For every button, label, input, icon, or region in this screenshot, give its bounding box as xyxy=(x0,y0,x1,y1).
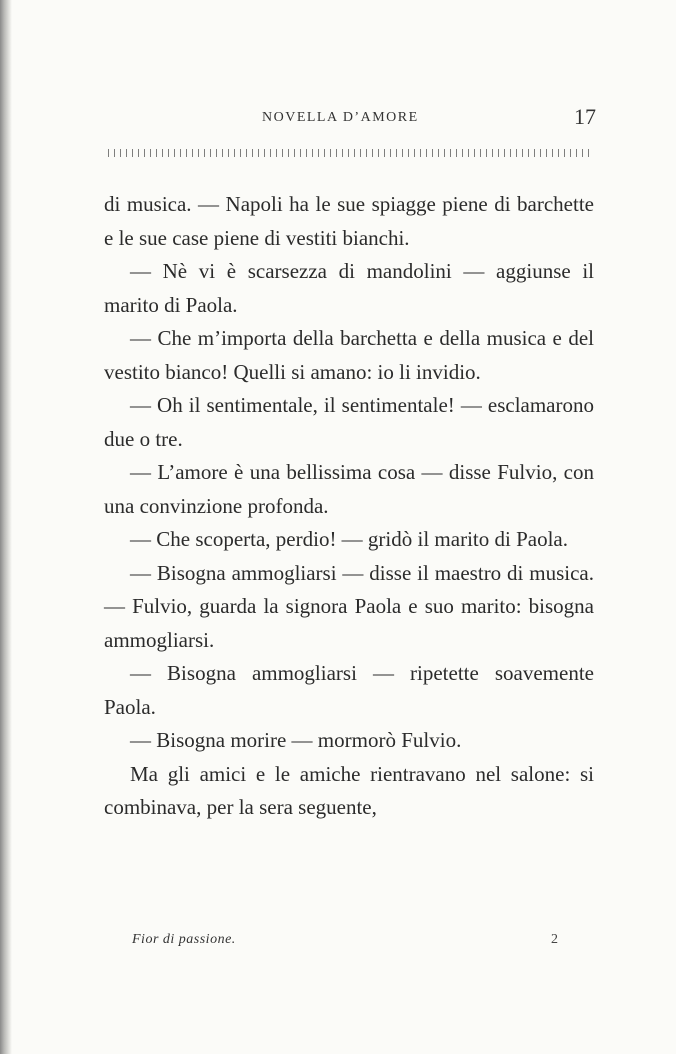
paragraph: — Che scoperta, perdio! — gridò il marito di Paola. xyxy=(130,527,568,551)
paragraph: — Bisogna ammogliarsi — ripetette soavemente Paola. xyxy=(104,661,594,719)
signature-mark: 2 xyxy=(551,932,558,947)
paragraph: — Che m’importa della barchetta e della musica e del vestito bianco! Quelli si amano: io li invidio. xyxy=(104,326,594,384)
signature-title: Fior di passione. xyxy=(132,932,236,947)
paragraph: — Bisogna morire — mormorò Fulvio. xyxy=(130,728,462,752)
paragraph: di musica. — Napoli ha le sue spiagge piene di barchette e le sue case piene di vestiti bianchi. xyxy=(104,192,594,250)
signature-line xyxy=(104,932,558,956)
paragraph: — Oh il sentimentale, il sentimentale! — esclamarono due o tre. xyxy=(104,393,594,451)
paragraph: — L’amore è una bellissima cosa — disse Fulvio, con una convinzione profonda. xyxy=(104,460,594,518)
running-title: NOVELLA D’AMORE xyxy=(262,110,419,125)
page-number: 17 xyxy=(574,104,596,129)
paragraph: — Bisogna ammogliarsi — disse il maestro di musica. — Fulvio, guarda la signora Paola e suo marito: bisogna ammogliarsi. xyxy=(104,560,594,652)
page-edge xyxy=(0,0,12,1054)
paragraph: — Nè vi è scarsezza di mandolini — aggiunse il marito di Paola. xyxy=(104,259,594,317)
paragraph: Ma gli amici e le amiche rientravano nel salone: si combinava, per la sera seguente, xyxy=(104,761,594,819)
ornamental-rule xyxy=(108,149,594,157)
text-body xyxy=(104,188,594,825)
running-head xyxy=(104,104,598,134)
